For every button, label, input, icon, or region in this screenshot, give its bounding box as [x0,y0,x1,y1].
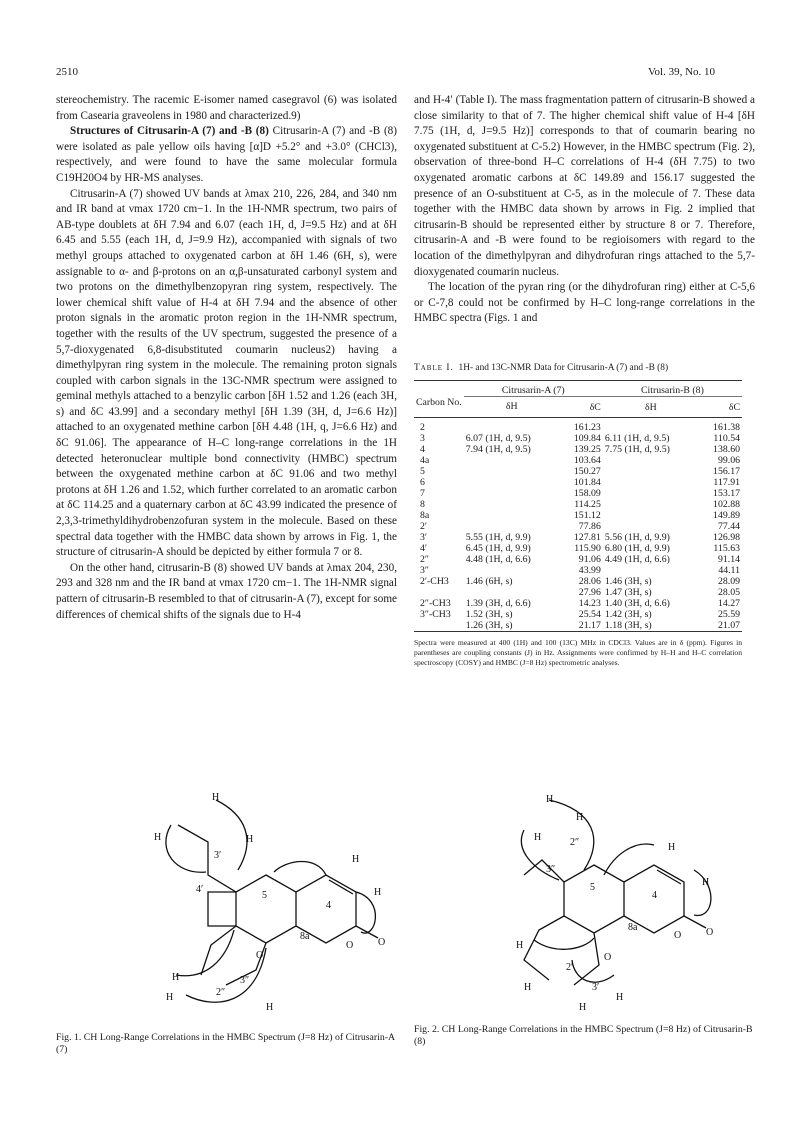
group-a: Citrusarin-A (7) [464,381,603,397]
table-cell: 91.14 [717,554,740,565]
table-cell: 114.25 [574,499,601,510]
table-cell [464,510,560,521]
table-cell: 1.26 (3H, s) [465,620,513,631]
group-b: Citrusarin-B (8) [603,381,742,397]
table-cell: 99.06 [717,455,740,466]
atom-label: 8a [628,922,638,933]
atom-label: 2′ [566,962,574,973]
table-cell: 3″ [420,565,429,576]
atom-label: 4 [326,900,331,911]
atom-label: 3′ [214,850,222,861]
table-cell: 44.11 [718,565,740,576]
table-cell [603,510,699,521]
atom-label: H [524,982,532,993]
table-cell: 77.86 [578,521,601,532]
right-column [414,93,755,327]
table-row [414,466,742,477]
page-number: 2510 [56,66,78,78]
table-cell: 5.56 (1H, d, 9.9) [604,532,670,543]
left-column-paragraph: stereochemistry. The racemic E-isomer named casegravol (6) was isolated from Casearia graveolens in 1980 and characterized.9) [56,94,397,122]
table-cell: 102.88 [713,499,740,510]
atom-label: 4 [652,890,657,901]
paragraph-text: Citrusarin-A (7) and -B (8) were isolated as pale yellow oils having [α]D +5.2° and +3.0° (CHCl3), respectively, and were found to have the same molecular formula C19H20O4 by HR-MS analyses. [56,125,397,184]
atom-label: H [702,877,710,888]
sub-c: δC [589,401,601,413]
table-cell: 1.52 (3H, s) [465,609,513,620]
table-cell: 1.39 (3H, d, 6.6) [465,598,531,609]
atom-label: O [674,930,682,941]
table-cell: 6.80 (1H, d, 9.9) [604,543,670,554]
atom-label: H [616,992,624,1003]
atom-label: H [352,854,360,865]
left-column [56,93,397,623]
table-cell: 4′ [420,543,428,554]
sub-c: δC [728,401,740,413]
col-carbon: Carbon No. [416,396,462,408]
atom-label: 5 [262,890,267,901]
table-cell: 126.98 [713,532,740,543]
table-cell [414,587,464,598]
table-cell [464,521,560,532]
table-row [414,499,742,510]
atom-label: 4′ [196,884,204,895]
table-title: 1H- and 13C-NMR Data for Citrusarin-A (7) and -B (8) [458,363,669,373]
left-column-paragraph: On the other hand, citrusarin-B (8) showed UV bands at λmax 204, 230, 293 and 328 nm and the IR band at νmax 1720 cm−1. The 1H-NMR signal pattern of citrusarin-B resembled to that of citrusarin-A (7), except for some differences of chemical shifts of the signals due to H-4 [56,561,397,621]
table-cell: 14.27 [717,598,740,609]
table-cell: 115.63 [713,543,740,554]
table-cell: 150.27 [573,466,601,477]
table-cell: 110.54 [713,433,740,444]
atom-label: H [212,792,220,803]
atom-label: H [579,1002,587,1013]
table-cell [464,477,560,488]
atom-label: H [266,1002,274,1013]
table-cell: 1.46 (3H, s) [604,576,652,587]
atom-label: O [378,937,386,948]
left-column-paragraph [56,124,397,186]
table-cell: 4 [420,444,425,455]
table-cell: 161.23 [573,422,601,433]
table-cell: 2′ [420,521,428,532]
table-row [414,521,742,532]
table-cell: 2″-CH3 [420,598,451,609]
table-cell: 1.40 (3H, d, 6.6) [604,598,670,609]
table-cell [464,466,560,477]
table-cell: 158.09 [573,488,601,499]
table-cell [464,455,560,466]
table-cell [464,587,560,598]
table-cell: 149.89 [713,510,740,521]
table-cell: 127.81 [573,532,601,543]
table-row [414,444,742,455]
table-cell: 7.75 (1H, d, 9.5) [604,444,670,455]
fig1-structure [116,780,416,1015]
atom-label: H [166,992,174,1003]
atom-label: 2″ [570,837,580,848]
table-body [414,380,742,632]
table-cell: 2′-CH3 [420,576,449,587]
table-cell: 6.11 (1H, d, 9.5) [604,433,670,444]
table-row [414,477,742,488]
table-cell [464,418,560,434]
table-row [414,433,742,444]
sub-h: δH [645,401,657,413]
table-cell [603,418,699,434]
table-cell: 5 [420,466,425,477]
table-cell [464,488,560,499]
table-cell: 2 [420,422,425,433]
table-cell [603,477,699,488]
atom-label: 3″ [240,975,250,986]
figure-2 [414,790,755,1080]
atom-label: H [246,834,254,845]
atom-label: H [374,887,382,898]
right-column-paragraph: and H-4′ (Table I). The mass fragmentation pattern of citrusarin-B showed a close similarity to that of 7. The higher chemical shift value of H-4 [δH 7.75 (1H, d, J=9.5 Hz)] corresponds to that of coumarin bearing no oxygenated substituent at C-5.2) However, in the HMBC spectrum (Fig. 2), observation of three-bond H–C correlations of H-4 (δH 7.75) to two oxygenated aromatic carbons at δC 149.89 and 156.17 suggested the presence of an O-substituent at C-5, as in the molecule of 7. These data together with the HMBC data shown by arrows in Fig. 2 implied that citrusarin-B should be represented either by structure 8 or 7. Therefore, citrusarin-A and -B were found to be regioisomers with regard to the location of the dimethylpyran and dihydrofuran rings attached to the 5,7-dioxygenated coumarin nucleus. [414,94,755,278]
table-cell: 5.55 (1H, d, 9.9) [465,532,531,543]
table-cell: 3′ [420,532,428,543]
table-cell: 117.91 [713,477,740,488]
table-cell: 8 [420,499,425,510]
table-cell: 7.94 (1H, d, 9.5) [465,444,531,455]
table-row [414,532,742,543]
table-cell [603,455,699,466]
atom-label: 3′ [592,982,600,993]
figure-1 [56,780,397,1080]
atom-label: O [256,950,264,961]
table-cell [464,565,560,576]
table-cell [464,499,560,510]
atom-label: H [546,794,554,805]
table-cell: 1.46 (6H, s) [465,576,513,587]
table-cell: 4.49 (1H, d, 6.6) [604,554,670,565]
table-cell: 77.44 [717,521,740,532]
table-cell: 14.23 [578,598,601,609]
table-row [414,455,742,466]
table-cell: 109.84 [573,433,601,444]
atom-label: O [346,940,354,951]
table-cell: 139.25 [573,444,601,455]
table-row [414,576,742,587]
atom-label: H [172,972,180,983]
table-row [414,565,742,576]
atom-label: 5 [590,882,595,893]
section-heading: Structures of Citrusarin-A (7) and -B (8) [70,125,269,138]
table-cell: 21.07 [717,620,740,631]
table-cell: 103.64 [573,455,601,466]
table-caption [414,362,742,374]
table-cell: 1.42 (3H, s) [604,609,652,620]
table-row [414,543,742,554]
table-cell [414,620,464,632]
table-row [414,598,742,609]
table-cell: 1.18 (3H, s) [604,620,652,631]
table-cell: 43.99 [578,565,601,576]
atom-label: 2″ [216,987,226,998]
right-column-paragraph: The location of the pyran ring (or the dihydrofuran ring) either at C-5,6 or C-7,8 could not be confirmed by H–C long-range correlations in the HMBC spectra (Figs. 1 and [414,281,755,325]
table-cell [603,565,699,576]
table-cell: 28.05 [717,587,740,598]
table-cell: 151.12 [573,510,601,521]
nmr-table [414,362,742,668]
table-cell [603,499,699,510]
atom-label: O [706,927,714,938]
table-cell: 6.07 (1H, d, 9.5) [465,433,531,444]
table-cell: 3 [420,433,425,444]
table-cell: 7 [420,488,425,499]
fig2-structure [454,790,754,1015]
table-row [414,620,742,632]
table-row [414,554,742,565]
table-cell [603,521,699,532]
table-cell: 161.38 [713,422,740,433]
table-cell: 1.47 (3H, s) [604,587,652,598]
sub-h: δH [505,401,518,412]
table-cell: 156.17 [713,466,740,477]
table-cell: 25.54 [578,609,601,620]
table-cell: 3″-CH3 [420,609,451,620]
atom-label: O [604,952,612,963]
table-cell: 4.48 (1H, d, 6.6) [465,554,531,565]
table-cell: 115.90 [574,543,601,554]
atom-label: H [516,940,524,951]
table-cell: 138.60 [713,444,740,455]
atom-label: 3″ [546,864,556,875]
table-row [414,510,742,521]
table-row [414,587,742,598]
table-cell: 6 [420,477,425,488]
fig1-caption: Fig. 1. CH Long-Range Correlations in the HMBC Spectrum (J=8 Hz) of Citrusarin-A (7) [56,1032,395,1055]
table-cell: 27.96 [578,587,601,598]
table-row [414,488,742,499]
table-cell: 153.17 [713,488,740,499]
table-cell: 28.09 [717,576,740,587]
table-row [414,418,742,434]
atom-label: H [534,832,542,843]
fig2-caption: Fig. 2. CH Long-Range Correlations in the HMBC Spectrum (J=8 Hz) of Citrusarin-B (8) [414,1024,753,1047]
table-cell: 101.84 [573,477,601,488]
atom-label: H [668,842,676,853]
atom-label: 8a [300,931,310,942]
table-cell [603,488,699,499]
left-column-paragraph: Citrusarin-A (7) showed UV bands at λmax 210, 226, 284, and 340 nm and IR band at νmax 1720 cm−1. In the 1H-NMR spectrum, two pairs of AB-type doublets at δH 7.94 and 6.07 (each 1H, d, J=9.5 Hz) and at δH 6.45 and 5.55 (each 1H, d, J=9.9 Hz), accompanied with signals of two methyl groups attached to oxygenated carbon at δH 1.46 (6H, s), were assignable to α- and β-protons on an α,β-unsaturated carbonyl system and two protons on the dimethylbenzopyran ring system, respectively. The lower chemical shift value of H-4 at δH 7.94 and the absence of other proton signals in the aromatic proton region in the 1H-NMR spectrum, together with the results of the UV spectrum, suggested the presence of a 5,7-dioxygenated 6,8-disubstituted coumarin nucleus2) having a dimethylpyran ring system in the molecule. The remaining proton signals coupled with carbon signals in the 13C-NMR spectrum were assigned to geminal methyls attached to a benzylic carbon [δH 1.52 and 1.26 (each 3H, s) and δC 43.99] and a secondary methyl [δH 1.39 (3H, d, J=6.6 Hz)] attached to an oxygenated methine carbon [δH 4.48 (1H, q, J=6.6 Hz) and δC 91.06]. The appearance of H–C long-range correlations in the 1H detected heteronuclear multiple bond connectivity (HMBC) spectrum between the oxygenated methine carbon at δC 91.06 and two methyl protons at δH 1.26 and 1.52, which further correlated to an aromatic carbon at δC 114.25 and a quaternary carbon at δC 43.99 indicated the presence of 2,3,3-trimethyldihydrobenzofuran system in the molecule. Based on these spectral data together with the HMBC data shown by arrows in Fig. 1, the structure of citrusarin-A should be depicted by either formula 7 or 8. [56,187,397,559]
table-footnote: Spectra were measured at 400 (1H) and 100 (13C) MHz in CDCl3. Values are in δ (ppm). Figures in parentheses are coupling constants (J) in Hz. Assignments were confirmed by H–H and H–C correlation spectroscopy (COSY) and HMBC (J=8 Hz) spectrometric analyses. [414,638,742,667]
table-cell: 4a [420,455,430,466]
table-cell: 21.17 [578,620,601,631]
atom-label: H [576,812,584,823]
atom-label: H [154,832,162,843]
table-cell: 8a [420,510,430,521]
table-cell: 2″ [420,554,429,565]
table-cell: 25.59 [717,609,740,620]
table-row [414,609,742,620]
table-cell: 91.06 [578,554,601,565]
table-cell [603,466,699,477]
table-cell: 28.06 [578,576,601,587]
volume-label: Vol. 39, No. 10 [648,66,716,78]
table-label: Table I. [414,363,454,373]
table-cell: 6.45 (1H, d, 9.9) [465,543,531,554]
